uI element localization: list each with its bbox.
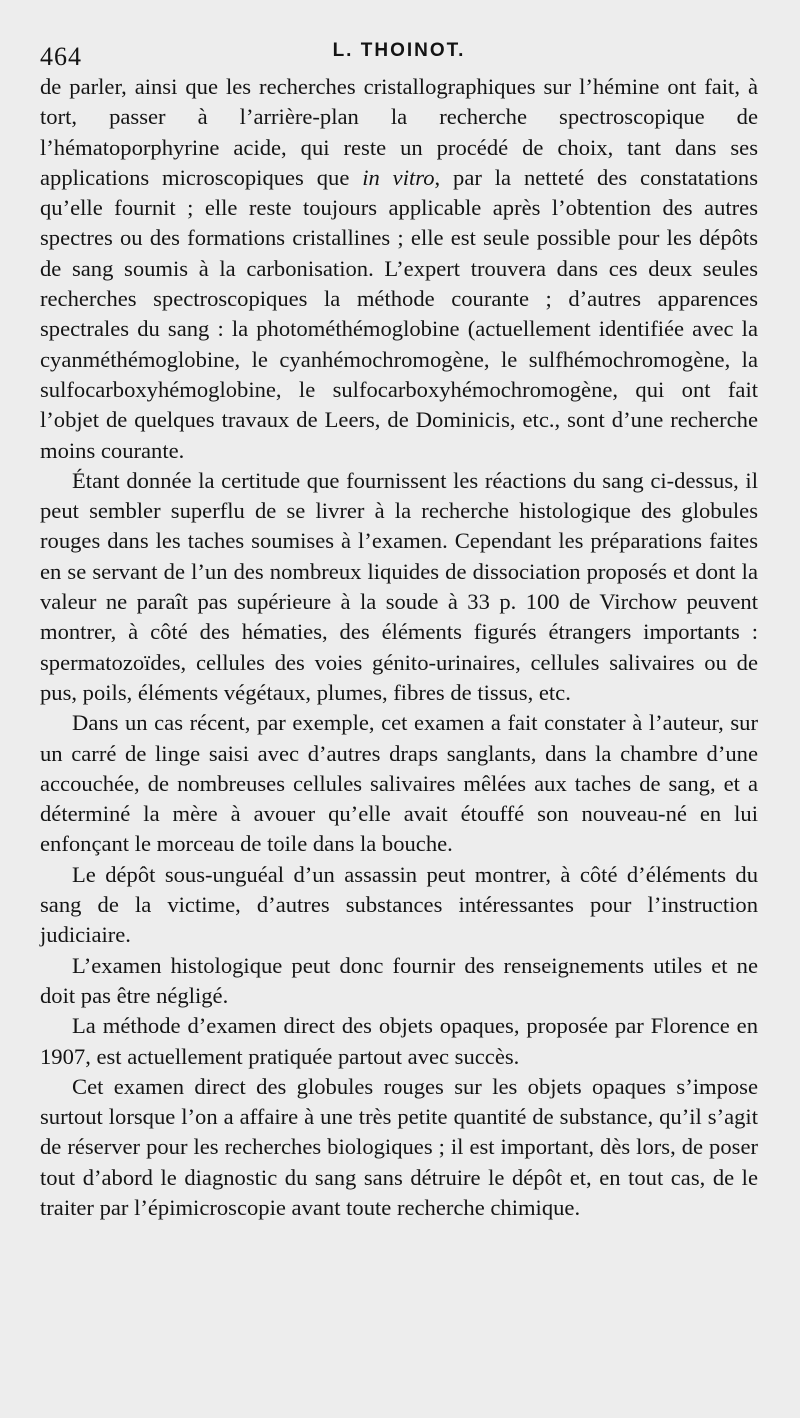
page-number: 464 [40,42,82,71]
paragraph-subungual: Le dépôt sous-unguéal d’un assassin peut montrer, à côté d’éléments du sang de la victime, d’autres substances intéressantes pour l’instruction judiciaire. [40,861,758,948]
paragraph-florence-method: La méthode d’examen direct des objets opaques, proposée par Florence en 1907, est actuellement pratiquée partout avec succès. [40,1013,758,1069]
paragraph-histology: Étant donnée la certitude que fournissent les réactions du sang ci-dessus, il peut sembler superflu de se livrer à la recherche histologique des globules rouges dans les taches soumises à l’examen. Cependant les préparations faites en se servant de l’un des nombreux liquides de dissociation proposés et dont la valeur ne paraît pas supérieure à la soude à 33 p. 100 de Virchow peuvent montrer, à côté des hématies, des éléments figurés étrangers importants : spermatozoïdes, cellules des voies génito-urinaires, cellules salivaires ou de pus, poils, éléments végétaux, plumes, fibres de tissus, etc. [40,467,758,705]
paragraph-text: , par la netteté des constatations qu’elle fournit ; elle reste toujours applicable après l’obtention des autres spectres ou des formations cristallines ; elle est seule possible pour les dépôts de sang soumis à la carbonisation. L’expert trouvera dans ces deux seules recherches spectroscopiques la méthode courante ; d’autres apparences spectrales du sang : la photométhémoglobine (actuellement identifiée avec la cyanméthémoglobine, le cyanhémochromogène, le sulfhémochromogène, la sulfocarboxyhémoglobine, le sulfocarboxyhémochromogène, qui ont fait l’objet de quelques travaux de Leers, de Dominicis, etc., sont d’une recherche moins courante. [40,164,759,463]
paragraph-text: de parler, ainsi que les recherches cristallographiques sur l’hémine ont fait, à tort, passer à l’arrière-plan la recherche spectroscopique de l’hématoporphyrine acide, qui reste un procédé de choix, tant dans ses applications microscopiques que [40,74,758,190]
body-text [40,72,758,1223]
page-header [40,28,758,72]
italic-phrase: in vitro [362,164,435,190]
paragraph-case-example: Dans un cas récent, par exemple, cet examen a fait constater à l’auteur, sur un carré de linge saisi avec d’autres draps sanglants, dans la chambre d’une accouchée, de nombreuses cellules salivaires mêlées aux taches de sang, et a déterminé la mère à avouer qu’elle avait étouffé son nouveau-né en lui enfonçant le morceau de toile dans la bouche. [40,710,758,857]
paragraph-conclusion: L’examen histologique peut donc fournir des renseignements utiles et ne doit pas être négligé. [40,952,758,1008]
running-head: L. THOINOT. [332,40,466,61]
paragraph-continuation [40,72,758,466]
paragraph-direct-exam: Cet examen direct des globules rouges sur les objets opaques s’impose surtout lorsque l’on a affaire à une très petite quantité de substance, qu’il s’agit de réserver pour les recherches biologiques ; il est important, dès lors, de poser tout d’abord le diagnostic du sang sans détruire le dépôt et, en tout cas, de le traiter par l’épimicroscopie avant toute recherche chimique. [40,1073,758,1220]
